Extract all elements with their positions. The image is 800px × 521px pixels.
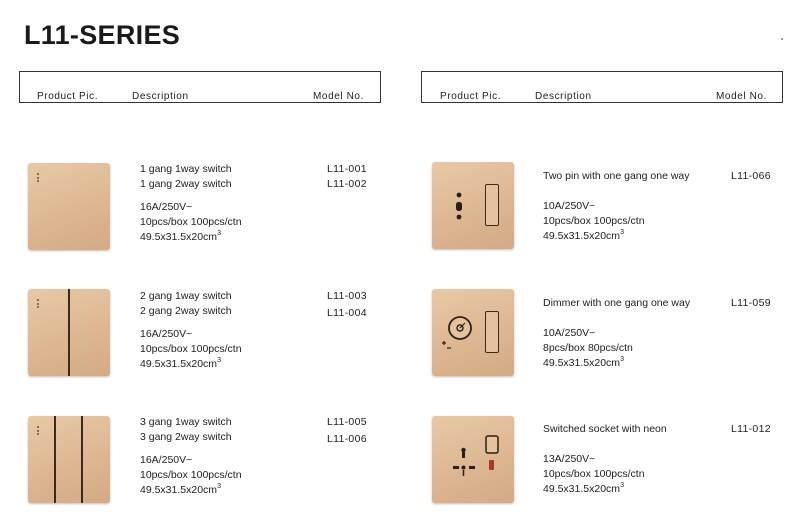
product-image-switched-socket	[432, 416, 514, 503]
description-line: 2 gang 2way switch	[140, 305, 232, 317]
rocker-divider	[68, 289, 70, 376]
model-numbers	[327, 162, 367, 192]
product-image-two-pin-socket	[432, 162, 514, 249]
table-header-left	[19, 71, 381, 103]
product-description	[140, 162, 242, 245]
product-description	[543, 169, 690, 244]
header-model-no: Model No.	[716, 91, 767, 102]
spec-dimensions: $49.5x31.5x20cm^3$	[543, 356, 624, 369]
page-title: L11-SERIES	[24, 20, 181, 50]
product-image-dimmer	[432, 289, 514, 376]
model-number: L11-001	[327, 163, 367, 175]
rocker-switch	[485, 184, 499, 226]
rocker-divider	[54, 416, 56, 503]
table-header-right	[421, 71, 783, 103]
model-number: L11-002	[327, 178, 367, 190]
description-line: 3 gang 1way switch	[140, 416, 232, 428]
spec-rating: 13A/250V~	[543, 453, 596, 465]
two-pin-socket-icon	[432, 162, 514, 249]
model-number: L11-003	[327, 290, 367, 302]
description-line: 1 gang 1way switch	[140, 163, 232, 175]
header-description: Description	[535, 91, 592, 102]
model-number: L11-006	[327, 433, 367, 445]
spec-rating: 10A/250V~	[543, 327, 596, 339]
description-line: 3 gang 2way switch	[140, 431, 232, 443]
spec-dimensions: $49.5x31.5x20cm^3$	[140, 230, 221, 243]
decorative-dot	[781, 38, 783, 40]
model-number: L11-004	[327, 307, 367, 319]
indicator-icon	[37, 426, 40, 435]
spec-dimensions: $49.5x31.5x20cm^3$	[140, 483, 221, 496]
spec-packing: 10pcs/box 100pcs/ctn	[140, 469, 242, 481]
description-line: Two pin with one gang one way	[543, 170, 690, 182]
rocker-switch	[485, 311, 499, 353]
indicator-icon	[37, 299, 40, 308]
product-image-1-gang-switch	[28, 163, 110, 250]
spec-dimensions: $49.5x31.5x20cm^3$	[543, 229, 624, 242]
header-product-pic: Product Pic.	[440, 91, 502, 102]
model-number: L11-066	[731, 170, 771, 182]
model-number: L11-059	[731, 297, 771, 309]
product-description	[543, 296, 690, 371]
product-description	[543, 422, 667, 497]
universal-socket-icon	[432, 416, 514, 503]
description-line: Dimmer with one gang one way	[543, 297, 691, 309]
dimmer-knob-icon	[432, 289, 514, 376]
spec-packing: 10pcs/box 100pcs/ctn	[543, 215, 645, 227]
spec-packing: 8pcs/box 80pcs/ctn	[543, 342, 633, 354]
rocker-divider	[81, 416, 83, 503]
spec-packing: 10pcs/box 100pcs/ctn	[140, 216, 242, 228]
description-line: 2 gang 1way switch	[140, 290, 232, 302]
model-numbers	[327, 289, 367, 321]
product-image-2-gang-switch	[28, 289, 110, 376]
product-image-3-gang-switch	[28, 416, 110, 503]
header-model-no: Model No.	[313, 91, 364, 102]
product-description	[140, 415, 242, 498]
spec-rating: 16A/250V~	[140, 454, 193, 466]
header-description: Description	[132, 91, 189, 102]
spec-packing: 10pcs/box 100pcs/ctn	[543, 468, 645, 480]
spec-dimensions: $49.5x31.5x20cm^3$	[543, 482, 624, 495]
product-description	[140, 289, 242, 372]
header-product-pic: Product Pic.	[37, 91, 99, 102]
spec-rating: 10A/250V~	[543, 200, 596, 212]
spec-rating: 16A/250V~	[140, 201, 193, 213]
spec-packing: 10pcs/box 100pcs/ctn	[140, 343, 242, 355]
spec-dimensions: $49.5x31.5x20cm^3$	[140, 357, 221, 370]
description-line: Switched socket with neon	[543, 423, 667, 435]
description-line: 1 gang 2way switch	[140, 178, 232, 190]
model-number: L11-012	[731, 423, 771, 435]
model-numbers	[327, 415, 367, 447]
indicator-icon	[37, 173, 40, 182]
model-number: L11-005	[327, 416, 367, 428]
spec-rating: 16A/250V~	[140, 328, 193, 340]
